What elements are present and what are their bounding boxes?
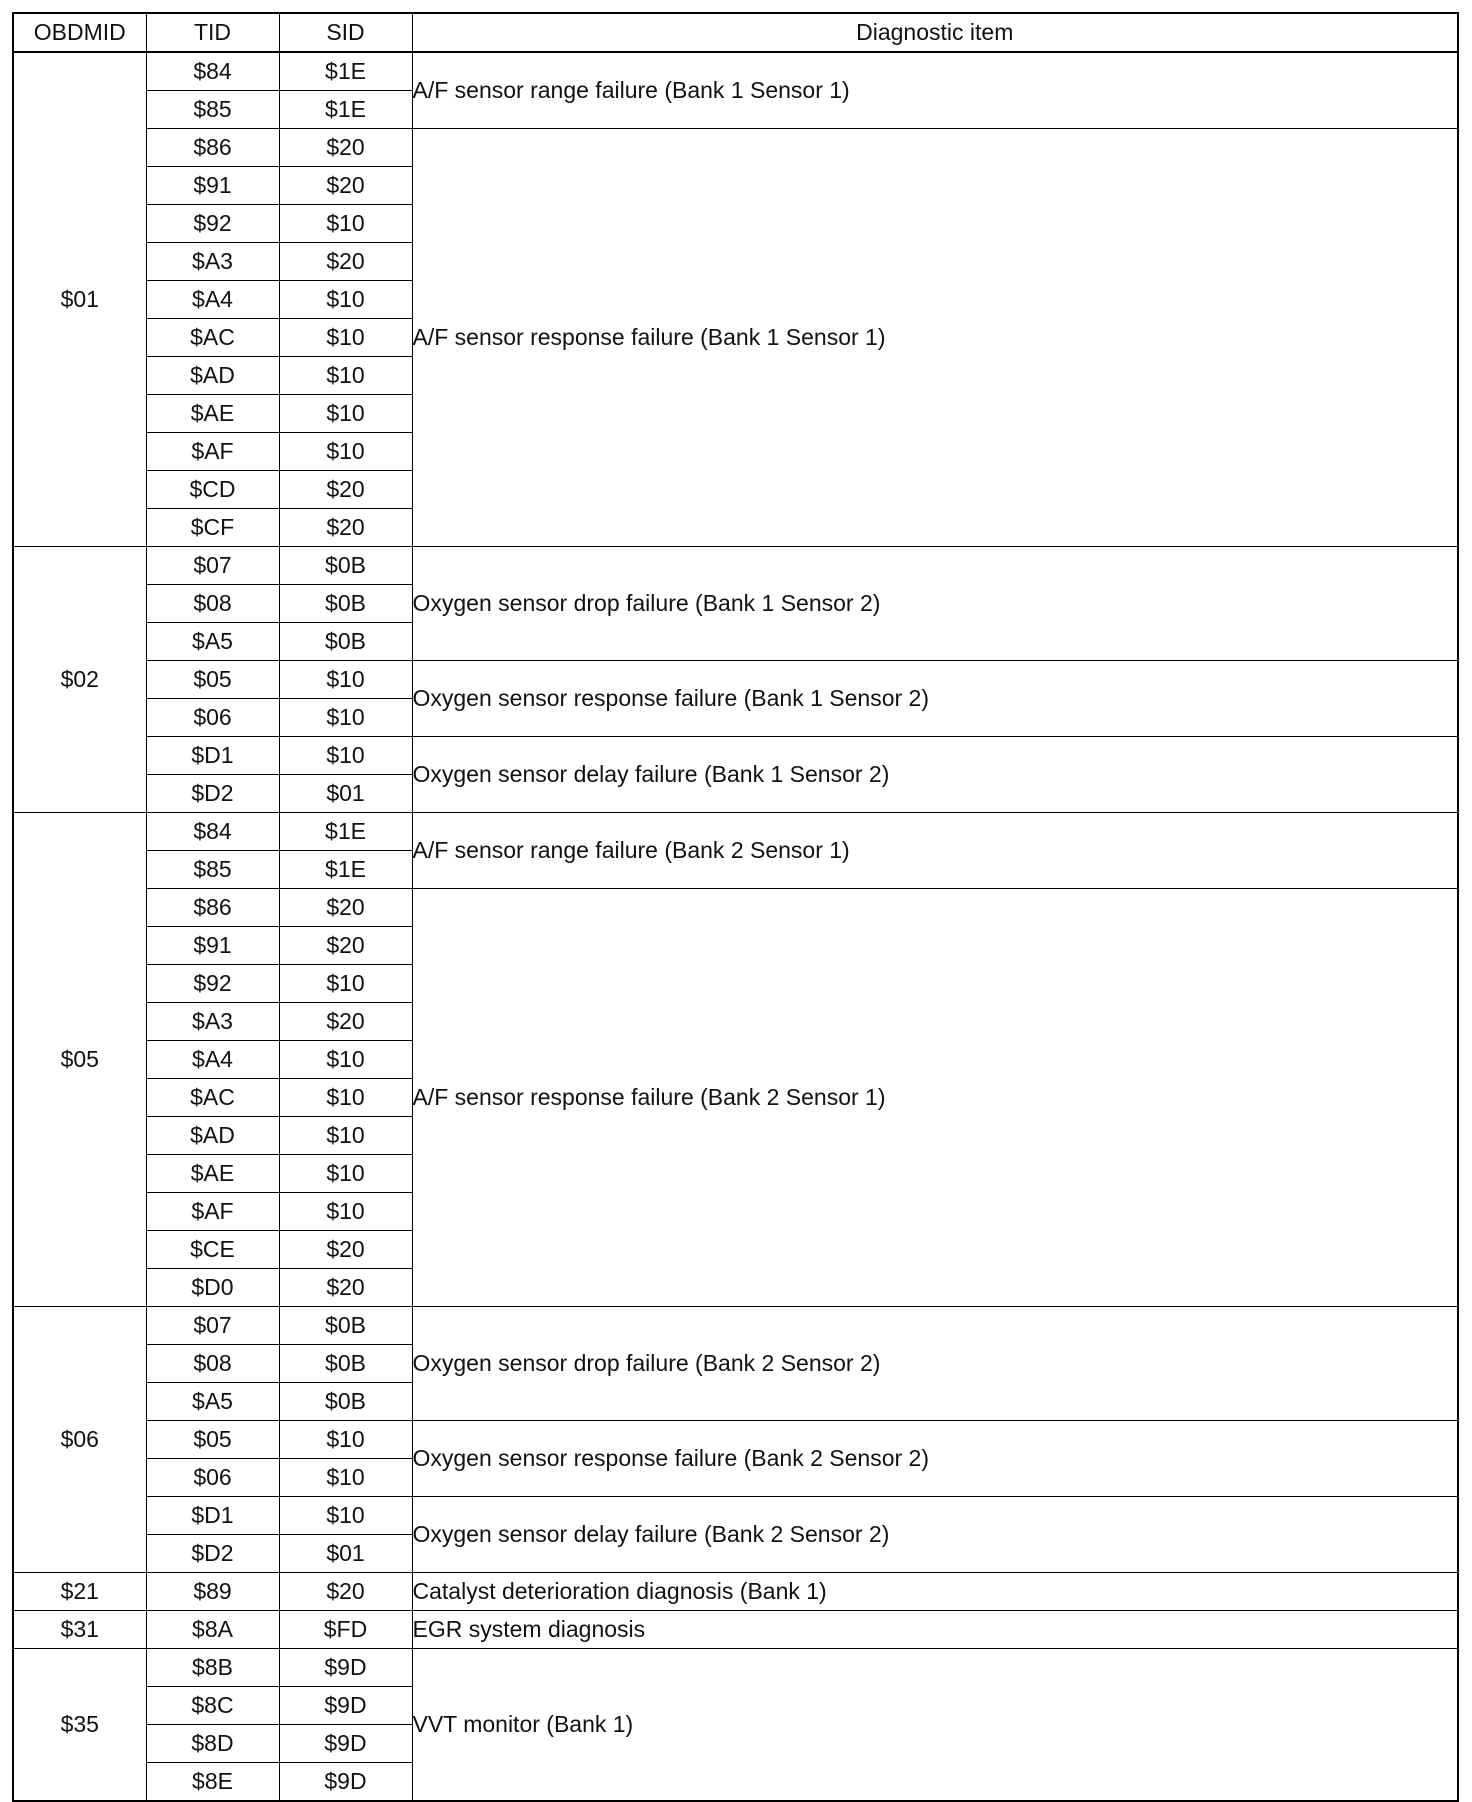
tid-cell: $AC	[146, 319, 279, 357]
sid-cell: $1E	[279, 91, 412, 129]
tid-cell: $05	[146, 1421, 279, 1459]
diagnostic-item-cell: A/F sensor response failure (Bank 2 Sensor 1)	[412, 889, 1458, 1307]
sid-cell: $10	[279, 1193, 412, 1231]
tid-cell: $CF	[146, 509, 279, 547]
tid-cell: $86	[146, 889, 279, 927]
tid-cell: $D2	[146, 775, 279, 813]
tid-cell: $06	[146, 1459, 279, 1497]
tid-cell: $AF	[146, 433, 279, 471]
sid-cell: $20	[279, 129, 412, 167]
table-row	[13, 1573, 1458, 1611]
sid-cell: $10	[279, 1155, 412, 1193]
diagnostic-item-cell: Oxygen sensor drop failure (Bank 1 Sensor 2)	[412, 547, 1458, 661]
tid-cell: $CD	[146, 471, 279, 509]
sid-cell: $10	[279, 1497, 412, 1535]
sid-cell: $20	[279, 471, 412, 509]
diagnostic-item-cell: Oxygen sensor delay failure (Bank 1 Sensor 2)	[412, 737, 1458, 813]
diagnostic-item-cell: A/F sensor response failure (Bank 1 Sensor 1)	[412, 129, 1458, 547]
sid-cell: $FD	[279, 1611, 412, 1649]
tid-cell: $92	[146, 205, 279, 243]
header-row	[13, 13, 1458, 52]
table-row	[13, 813, 1458, 851]
tid-cell: $8D	[146, 1725, 279, 1763]
tid-cell: $86	[146, 129, 279, 167]
sid-cell: $10	[279, 1459, 412, 1497]
tid-cell: $84	[146, 813, 279, 851]
obdmid-cell: $05	[13, 813, 146, 1307]
header-tid: TID	[146, 13, 279, 52]
obdmid-cell: $31	[13, 1611, 146, 1649]
diagnostic-item-cell: A/F sensor range failure (Bank 1 Sensor 1)	[412, 52, 1458, 129]
sid-cell: $10	[279, 1117, 412, 1155]
tid-cell: $A4	[146, 1041, 279, 1079]
table-row	[13, 1611, 1458, 1649]
sid-cell: $9D	[279, 1725, 412, 1763]
tid-cell: $D2	[146, 1535, 279, 1573]
sid-cell: $10	[279, 319, 412, 357]
sid-cell: $10	[279, 737, 412, 775]
tid-cell: $D1	[146, 737, 279, 775]
tid-cell: $D0	[146, 1269, 279, 1307]
sid-cell: $20	[279, 1231, 412, 1269]
tid-cell: $8B	[146, 1649, 279, 1687]
tid-cell: $05	[146, 661, 279, 699]
sid-cell: $20	[279, 509, 412, 547]
tid-cell: $AD	[146, 1117, 279, 1155]
header-obdmid: OBDMID	[13, 13, 146, 52]
obdmid-cell: $06	[13, 1307, 146, 1573]
tid-cell: $CE	[146, 1231, 279, 1269]
obdmid-cell: $35	[13, 1649, 146, 1802]
obdmid-cell: $01	[13, 52, 146, 547]
sid-cell: $9D	[279, 1649, 412, 1687]
sid-cell: $10	[279, 205, 412, 243]
header-sid: SID	[279, 13, 412, 52]
diagnostic-item-cell: VVT monitor (Bank 1)	[412, 1649, 1458, 1802]
sid-cell: $1E	[279, 851, 412, 889]
sid-cell: $20	[279, 243, 412, 281]
tid-cell: $06	[146, 699, 279, 737]
table-row	[13, 1307, 1458, 1345]
sid-cell: $20	[279, 889, 412, 927]
sid-cell: $01	[279, 775, 412, 813]
sid-cell: $20	[279, 1003, 412, 1041]
sid-cell: $10	[279, 395, 412, 433]
tid-cell: $A5	[146, 623, 279, 661]
tid-cell: $91	[146, 927, 279, 965]
tid-cell: $84	[146, 52, 279, 91]
tid-cell: $85	[146, 91, 279, 129]
sid-cell: $10	[279, 433, 412, 471]
table-row	[13, 1421, 1458, 1459]
sid-cell: $9D	[279, 1763, 412, 1802]
tid-cell: $A3	[146, 1003, 279, 1041]
sid-cell: $10	[279, 965, 412, 1003]
diagnostic-item-cell: Catalyst deterioration diagnosis (Bank 1)	[412, 1573, 1458, 1611]
sid-cell: $0B	[279, 623, 412, 661]
diagnostic-item-cell: EGR system diagnosis	[412, 1611, 1458, 1649]
table-row	[13, 889, 1458, 927]
sid-cell: $9D	[279, 1687, 412, 1725]
sid-cell: $0B	[279, 1383, 412, 1421]
tid-cell: $92	[146, 965, 279, 1003]
sid-cell: $20	[279, 1573, 412, 1611]
table-row	[13, 129, 1458, 167]
tid-cell: $A5	[146, 1383, 279, 1421]
tid-cell: $07	[146, 1307, 279, 1345]
tid-cell: $AD	[146, 357, 279, 395]
obdmid-table	[12, 12, 1459, 1802]
table-row	[13, 661, 1458, 699]
tid-cell: $AF	[146, 1193, 279, 1231]
diagnostic-item-cell: Oxygen sensor response failure (Bank 1 Sensor 2)	[412, 661, 1458, 737]
tid-cell: $85	[146, 851, 279, 889]
sid-cell: $0B	[279, 585, 412, 623]
tid-cell: $AE	[146, 395, 279, 433]
tid-cell: $07	[146, 547, 279, 585]
tid-cell: $89	[146, 1573, 279, 1611]
tid-cell: $08	[146, 1345, 279, 1383]
sid-cell: $10	[279, 281, 412, 319]
sid-cell: $01	[279, 1535, 412, 1573]
diagnostic-item-cell: Oxygen sensor response failure (Bank 2 Sensor 2)	[412, 1421, 1458, 1497]
sid-cell: $20	[279, 927, 412, 965]
table-row	[13, 1497, 1458, 1535]
tid-cell: $08	[146, 585, 279, 623]
sid-cell: $10	[279, 699, 412, 737]
obdmid-cell: $02	[13, 547, 146, 813]
header-diagnostic-item: Diagnostic item	[412, 13, 1458, 52]
sid-cell: $20	[279, 1269, 412, 1307]
tid-cell: $A3	[146, 243, 279, 281]
diagnostic-item-cell: Oxygen sensor drop failure (Bank 2 Sensor 2)	[412, 1307, 1458, 1421]
table-row	[13, 52, 1458, 91]
table-row	[13, 737, 1458, 775]
sid-cell: $0B	[279, 547, 412, 585]
tid-cell: $8A	[146, 1611, 279, 1649]
sid-cell: $0B	[279, 1345, 412, 1383]
sid-cell: $1E	[279, 52, 412, 91]
obdmid-table-sheet	[12, 12, 1457, 1794]
table-body	[13, 52, 1458, 1801]
tid-cell: $8C	[146, 1687, 279, 1725]
sid-cell: $10	[279, 357, 412, 395]
sid-cell: $10	[279, 1041, 412, 1079]
diagnostic-item-cell: A/F sensor range failure (Bank 2 Sensor 1)	[412, 813, 1458, 889]
diagnostic-item-cell: Oxygen sensor delay failure (Bank 2 Sensor 2)	[412, 1497, 1458, 1573]
sid-cell: $20	[279, 167, 412, 205]
tid-cell: $A4	[146, 281, 279, 319]
sid-cell: $0B	[279, 1307, 412, 1345]
tid-cell: $AE	[146, 1155, 279, 1193]
tid-cell: $8E	[146, 1763, 279, 1802]
tid-cell: $D1	[146, 1497, 279, 1535]
sid-cell: $10	[279, 1079, 412, 1117]
table-row	[13, 1649, 1458, 1687]
sid-cell: $10	[279, 1421, 412, 1459]
sid-cell: $1E	[279, 813, 412, 851]
sid-cell: $10	[279, 661, 412, 699]
tid-cell: $AC	[146, 1079, 279, 1117]
table-row	[13, 547, 1458, 585]
obdmid-cell: $21	[13, 1573, 146, 1611]
tid-cell: $91	[146, 167, 279, 205]
